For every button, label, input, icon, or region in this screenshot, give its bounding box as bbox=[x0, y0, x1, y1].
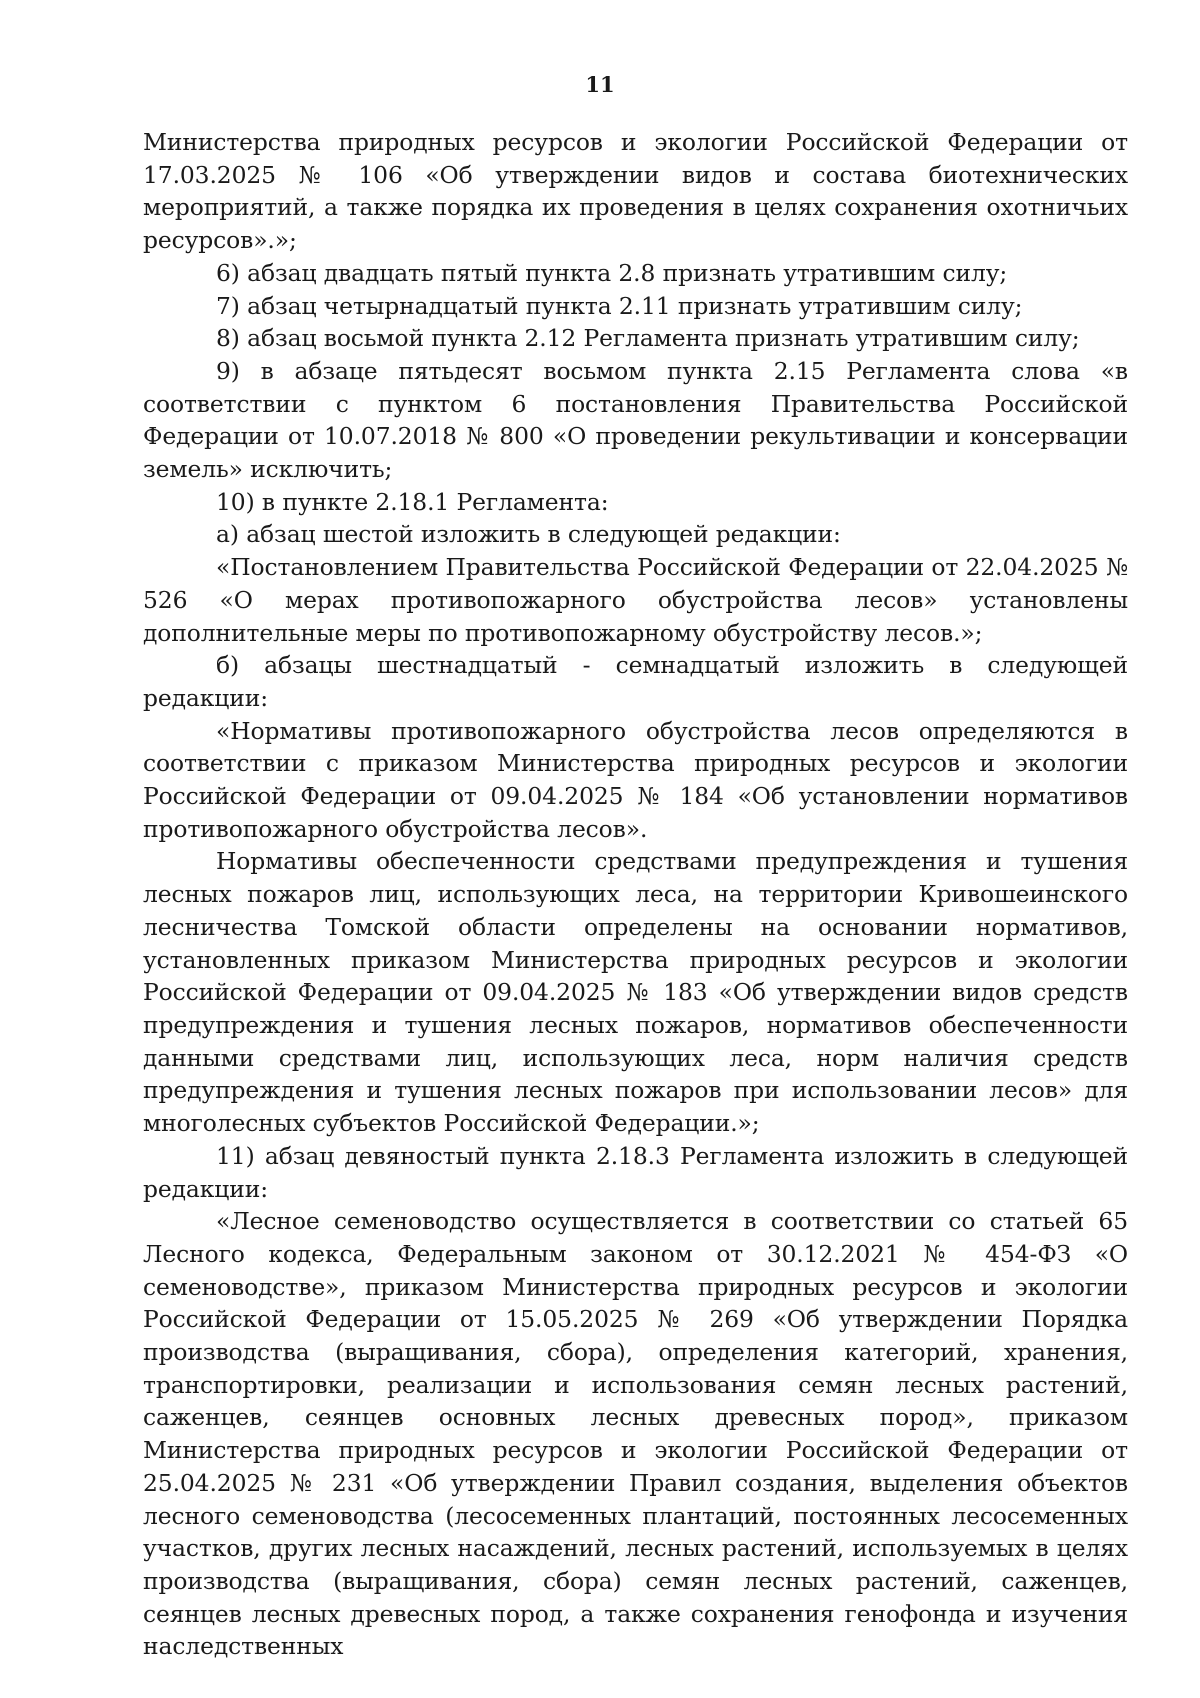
paragraph-item-11: 11) абзац девяностый пункта 2.18.3 Регламента изложить в следующей редакции: bbox=[143, 1141, 1128, 1203]
paragraph-quote-decree: «Постановлением Правительства Российской Федерации от 22.04.2025 № 526 «О мерах противопожарного обустройства лесов» установлены дополнительные меры по противопожарному обустройству лесов.»; bbox=[143, 553, 1128, 647]
paragraph-item-8: 8) абзац восьмой пункта 2.12 Регламента признать утратившим силу; bbox=[216, 324, 1080, 353]
paragraph-subitem-a: а) абзац шестой изложить в следующей редакции: bbox=[216, 520, 841, 549]
paragraph-item-10: 10) в пункте 2.18.1 Регламента: bbox=[216, 487, 609, 516]
paragraph-quote-seed: «Лесное семеноводство осуществляется в соответствии со статьей 65 Лесного кодекса, Федеральным законом от 30.12.2021 № 454-ФЗ «О семеноводстве», приказом Министерства природных ресурсов и экологии Российской Федерации от 15.05.2025 № 269 «Об утверждении Порядка производства (выращивания, сбора), определения категорий, хранения, транспортировки, реализации и использования семян лесных растений, саженцев, сеянцев основных лесных древесных пород», приказом Министерства природных ресурсов и экологии Российской Федерации от 25.04.2025 № 231 «Об утверждении Правил создания, выделения объектов лесного семеноводства (лесосеменных плантаций, постоянных лесосеменных участков, других лесных насаждений, лесных растений, используемых в целях производства (выращивания, сбора) семян лесных растений, саженцев, сеянцев лесных древесных пород, а также сохранения генофонда и изучения наследственных bbox=[143, 1207, 1128, 1661]
paragraph-item-6: 6) абзац двадцать пятый пункта 2.8 признать утратившим силу; bbox=[216, 258, 1008, 287]
document-body bbox=[143, 126, 1128, 1663]
page-number: 11 bbox=[585, 72, 615, 97]
paragraph-item-9: 9) в абзаце пятьдесят восьмом пункта 2.15 Регламента слова «в соответствии с пунктом 6 постановления Правительства Российской Федерации от 10.07.2018 № 800 «О проведении рекультивации и консервации земель» исключить; bbox=[143, 356, 1128, 484]
paragraph-subitem-b: б) абзацы шестнадцатый - семнадцатый изложить в следующей редакции: bbox=[143, 651, 1128, 712]
paragraph-continuation: Министерства природных ресурсов и экологии Российской Федерации от 17.03.2025 № 106 «Об утверждении видов и состава биотехнических мероприятий, а также порядка их проведения в целях сохранения охотничьих ресурсов».»; bbox=[143, 128, 1128, 255]
paragraph-fire-norms: Нормативы обеспеченности средствами предупреждения и тушения лесных пожаров лиц, использующих леса, на территории Кривошеинского лесничества Томской области определены на основании нормативов, установленных приказом Министерства природных ресурсов и экологии Российской Федерации от 09.04.2025 № 183 «Об утверждении видов средств предупреждения и тушения лесных пожаров, нормативов обеспеченности данными средствами лиц, использующих леса, норм наличия средств предупреждения и тушения лесных пожаров при использовании лесов» для многолесных субъектов Российской Федерации.»; bbox=[143, 847, 1128, 1138]
paragraph-quote-norms: «Нормативы противопожарного обустройства лесов определяются в соответствии с приказом Министерства природных ресурсов и экологии Российской Федерации от 09.04.2025 № 184 «Об установлении нормативов противопожарного обустройства лесов». bbox=[143, 716, 1128, 843]
paragraph-item-7: 7) абзац четырнадцатый пункта 2.11 признать утратившим силу; bbox=[216, 291, 1023, 320]
